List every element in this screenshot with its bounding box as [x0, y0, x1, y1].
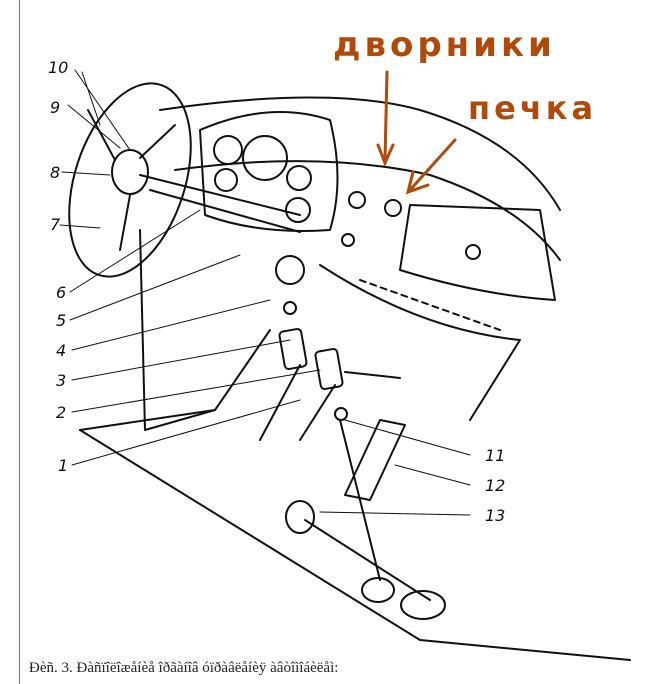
gauge-small-1	[214, 136, 242, 164]
annotation-heater: печка	[468, 89, 598, 127]
floor-front	[80, 430, 630, 660]
firewall-left	[140, 230, 270, 430]
accelerator-pedal	[345, 420, 405, 500]
callout-8: 8	[50, 163, 61, 182]
dashboard-lower-edge	[175, 161, 560, 260]
ignition-switch	[276, 256, 304, 284]
brake-pedal	[315, 348, 343, 389]
arrow-wipers	[385, 72, 387, 160]
callout-12: 12	[485, 476, 506, 495]
callout-7: 7	[50, 215, 61, 234]
glovebox	[400, 205, 555, 300]
knob-lower	[342, 234, 354, 246]
callout-5: 5	[56, 311, 67, 330]
knob-5	[284, 302, 296, 314]
figure-caption: Ðèñ. 3. Ðàñïîëîæåíèå îðãàíîâ óïðàâëåíèÿ àâòîìîáèëåì:	[29, 660, 339, 676]
gauge-small-4	[215, 169, 237, 191]
callout-10: 10	[48, 58, 69, 77]
callout-2: 2	[56, 403, 67, 422]
callout-9: 9	[50, 98, 61, 117]
glovebox-knob	[466, 245, 480, 259]
callout-11: 11	[485, 446, 506, 465]
gauge-small-3	[286, 198, 310, 222]
callout-4: 4	[56, 341, 67, 360]
callout-3: 3	[56, 371, 67, 390]
callout-6: 6	[56, 283, 67, 302]
speedometer	[243, 136, 287, 180]
steering-wheel	[47, 68, 213, 292]
knob-wipers	[349, 192, 365, 208]
gauge-small-2	[287, 166, 311, 190]
callout-13: 13	[485, 506, 506, 525]
annotation-wipers: дворники	[333, 25, 556, 65]
annotation-arrows	[378, 72, 455, 192]
gear-knob	[286, 501, 314, 533]
callout-1: 1	[58, 456, 69, 475]
clutch-pedal	[279, 328, 307, 369]
knob-heater	[385, 200, 401, 216]
